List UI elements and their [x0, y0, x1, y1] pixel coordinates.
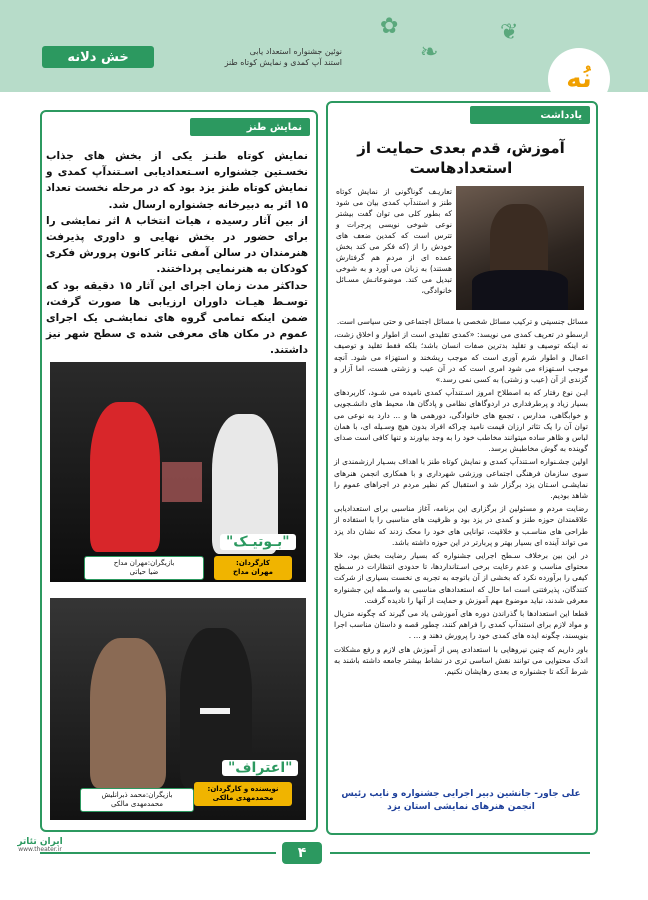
paper-prop	[200, 708, 230, 714]
article-paragraph: در این بین برخلاف سـطح اجرایی جشنواره که بسیار رضایت بخش بود، خلا محتوای مناسب و عدم رعایت برخی اسـتانداردها، تا حدودی انتظارات در سـطح کیفی را برآورده نکرد که بخشی از آن باتوجه به تجربه ی نخست بسیاری از شرکت کنندگان، پذیرفتنی است اما حال که استعدادهای مناسبی به واسـطه این جشنواره معرفی شدند، نباید موضوع مهم آموزش و حمایت از آنها را نادیده گرفت.	[334, 551, 588, 605]
drama-section-tag	[190, 118, 310, 136]
drama-paragraph: حداکثر مدت زمان اجرای این آثار ۱۵ دقیقه بود که توسـط هیـات داوران ارزیابی ها صورت گرفت، ضمن اینکه تمامی گروه های نمایشـی یک اجرای عموم در مکان های معرفی شده ی سطح شهر نیز داشتند.	[46, 279, 308, 357]
author-portrait	[456, 186, 584, 310]
festival-title-line1: نوئین جشنواره استعداد یابی	[249, 47, 342, 56]
watermark-url: www.theater.ir	[18, 846, 62, 853]
actor-white-shirt	[212, 414, 278, 554]
stage-props	[162, 462, 202, 502]
play-title-boutique: "بـوتیـک"	[220, 534, 296, 550]
logo-text: نُه	[566, 64, 592, 94]
watermark-logo: ایران تئاتر	[17, 837, 63, 847]
article-title: آموزش، قدم بعدی حمایت از استعدادهاست	[357, 139, 565, 177]
article-paragraph: باور داریم که چنین نیروهایی با استعدادی پس از آموزش های لازم و رفع مشکلات اندک محتوایی می توانند نقش اساسی تری در نشاط بیشتر جامعه داشته باشند به شرط آنکه تا جشنواره ی بعدی رهایشان نکنیم.	[334, 644, 588, 677]
article-signature: علی جاور- جانشین دبیر اجرایی جشنواره و نایب رئیس انجمن هنرهای نمایشی استان یزد	[341, 789, 581, 812]
footer-divider-right	[330, 852, 590, 854]
leaf-decoration-icon: ✿	[380, 14, 399, 39]
footer-divider-left	[40, 852, 276, 854]
brand-label	[42, 46, 154, 68]
watermark	[10, 838, 70, 886]
drama-body	[46, 148, 308, 359]
play-credit-confession: نویسنده و کارگردان: محمدمهدی مالکی	[194, 782, 292, 806]
drama-paragraph: نمایش کوتاه طنـز یکی از بخش های جذاب نخسـتین جشنواره اسـتعدادیابی اسـتندآپ کمدی و نمایش کوتاه طنز یزد بود که در مرحله نخست تعداد ۱۵ اثر به دبیرخانه جشنواره ارسال شد.	[46, 150, 308, 211]
actor-red-shirt	[90, 402, 160, 552]
page-number	[282, 842, 322, 864]
leaf-decoration-icon: ❧	[420, 40, 439, 65]
page-number-text: ۴	[297, 845, 307, 861]
drama-paragraph: از بین آثار رسیده ، هیات انتخاب ۸ اثر نمایشی را برای حضور در بخش نهایی و داوری پذیرفت هنرمندان در سالن آمفی تئاتر کانون پرورش فکری کودکان به هنرنمایی پرداختند.	[46, 214, 308, 276]
actor-hat	[90, 638, 166, 788]
article-paragraph: اولین جشـنواره اسـتندآپ کمدی و نمایش کوتاه طنز با اهداف بسـیار ارزشمندی از سوی سازمان فرهنگی اجتماعی ورزشی شهرداری و با همکاری انجمن هنرهای نمایشـی اسـتان یزد برگزار شد و استقبال کم نظیر مردم در اجراهای عموم را شاهد بودیم.	[334, 457, 588, 501]
drama-tag-label: نمایش طنز	[246, 121, 302, 133]
play-cast-confession: بازیگران:محمد ذبرانلیش محمدمهدی مالکی	[80, 788, 194, 812]
play-title-confession: "اعتراف"	[222, 760, 298, 776]
festival-title	[162, 46, 342, 68]
leaf-decoration-icon: ❦	[500, 20, 519, 45]
article-paragraph: رضایت مردم و مسئولین از برگزاری این برنامه، آغاز مناسبی برای استعدادیابی علاقمندان حوزه طنز و کمدی در یزد بود و ظرفیت های مناسبی را با استفاده از طراحی های مناسـب و خلاقیت، توانایی های خود را محک زدند که نشان داد یزد می تواند آینده ای بسیار بهتر و پربارتر در این حوزه داشته باشد.	[334, 504, 588, 547]
editorial-tag-label: یادداشت	[540, 109, 582, 121]
festival-title-line2: استند آپ کمدی و نمایش کوتاه طنز	[224, 58, 342, 67]
brand-text: خش دلانه	[67, 49, 129, 65]
article-paragraph: قطعا این استعدادها با گذراندن دوره های آموزشی یاد می گیرند که چگونه متریال و مواد لازم برای استندآپ کمدی را فراهم کنند، چطور قصه و داستان مناسب اجرا بنویسند، چگونه ایده های کمدی خود را پرورش دهند و ... .	[334, 609, 588, 641]
play-credit-boutique: کارگردان: مهران مداح	[214, 556, 292, 580]
article-paragraph: ارسطو در تعریف کمدی می نویسد: «کمدی تقلیدی است از اطوار و اخلاق زشت، نه اینکه توصیف و تقلید بدترین صفات انسان باشد؛ بلکه فقط تقلید و توصیف اعمال و اطوار شرم آوری است که موجب ریشخند و استهزاء می شود. آنچه موجب اسـتهزاء می شود امری است که در آن عیب و زشتی هست، اما آزار و گزندی از آن (عیب و زشتی) به کسی نمی رسد.»	[334, 330, 588, 385]
article-intro: تعاریـف گوناگونی از نمایش کوتاه طنز و استندآپ کمدی بیان می شود که بطور کلی می توان گفت بیشتر نوعی شوخی نویسی پرجرات و تترس است که کمدین ضعف های خودش را از (که فکر می کند بخش عمده ای از مردم هم گرفتارش هستند) به زبان می آورد و به شوخی تبدیل می کند. موضوعاتـش مسـائل خانوادگی،	[336, 187, 452, 295]
article-body	[334, 316, 588, 679]
article-paragraph: ایـن نوع رفتار که به اصطلاح امروز اسـتندآپ کمدی نامیده می شـود، کاربردهای بسیار زیاد و پرطرفداری در اردوگاهای نظامی و پادگان ها، محیط های دانشـجویی و خوابگاهی، مدارس ، تجمع های خانوادگی، دورهمی ها و ... دارد به نوعی می توان آن را یک تئاتر ارزان قیمت نامید چراکه افراد بدون هیچ وسـیله ای، با همان لباس و ظاهر ساده میتوانند مخاطب خود را به وجد بیاورند و تنها کافی است صدای گوینده به گوش مخاطبش برسد.	[334, 388, 588, 454]
article-paragraph: مسائل جنسیتی و ترکیب مسائل شخصی با مسائل اجتماعی و حتی سیاسی است.	[336, 317, 588, 326]
portrait-shoulders	[472, 270, 568, 310]
editorial-section-tag	[470, 106, 590, 124]
play-cast-boutique: بازیگران:مهران مداح ضیا حیاتی	[84, 556, 204, 580]
